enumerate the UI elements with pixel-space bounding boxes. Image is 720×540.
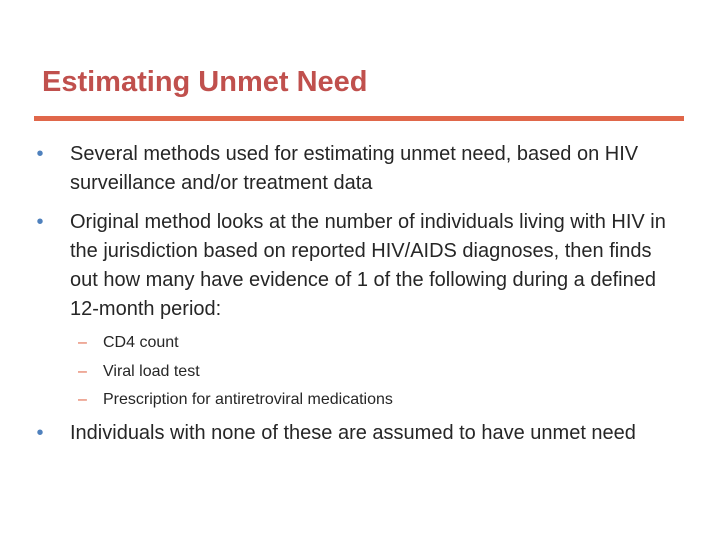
sub-bullet-text: CD4 count — [103, 334, 179, 351]
dash-marker-icon: – — [78, 362, 87, 380]
bullet-item — [0, 140, 680, 198]
bullet-item — [0, 419, 680, 448]
slide-title: Estimating Unmet Need — [42, 66, 368, 98]
sub-bullet-list — [0, 329, 720, 415]
slide-content — [0, 140, 720, 448]
bullet-text: Individuals with none of these are assumed to have unmet need — [70, 421, 636, 444]
sub-bullet-item — [0, 358, 720, 387]
dash-marker-icon: – — [78, 391, 87, 408]
bullet-marker-icon: • — [36, 421, 44, 444]
dash-marker-icon: – — [78, 334, 87, 351]
bullet-item — [0, 208, 680, 324]
title-underline-rule — [34, 116, 684, 121]
sub-bullet-item — [0, 329, 720, 358]
bullet-text: Original method looks at the number of individuals living with HIV in the jurisdiction based on reported HIV/AIDS diagnoses, then finds out how many have evidence of 1 of the following during a defined 12-month period: — [70, 211, 666, 320]
sub-bullet-item — [0, 386, 720, 415]
bullet-marker-icon: • — [36, 143, 44, 165]
sub-bullet-text: Viral load test — [103, 362, 200, 380]
bullet-marker-icon: • — [36, 211, 44, 233]
sub-bullet-text: Prescription for antiretroviral medications — [103, 391, 393, 408]
bullet-text: Several methods used for estimating unmet need, based on HIV surveillance and/or treatment data — [70, 143, 639, 194]
